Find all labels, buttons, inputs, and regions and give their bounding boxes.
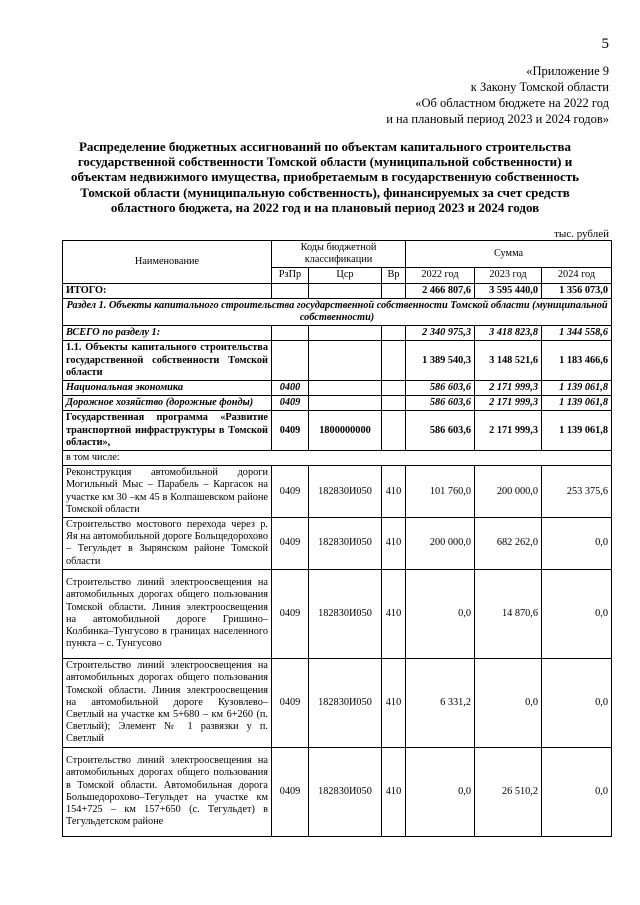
row-2023: 2 171 999,3 — [475, 396, 542, 411]
row-name: Строительство мостового перехода через р. Яя на автомобильной дороге Больщедорохово – Тегульдет в Зырянском районе Томской области — [63, 518, 272, 570]
annex-line: «Об областном бюджете на 2022 год — [415, 96, 609, 110]
row-rzpr: 0409 — [272, 747, 309, 836]
table-row — [63, 518, 612, 570]
table-row — [63, 381, 612, 396]
row-rzpr: 0400 — [272, 381, 309, 396]
row-2023: 2 171 999,3 — [475, 381, 542, 396]
row-rzpr: 0409 — [272, 466, 309, 518]
table-row — [63, 569, 612, 658]
total-label: ИТОГО: — [63, 283, 272, 298]
section-total-2022: 2 340 975,3 — [406, 326, 475, 341]
row-2024: 0,0 — [542, 658, 612, 747]
row-name: Реконструкция автомобильной дороги Могильный Мыс – Парабель – Каргасок на участке км 30 –км 45 в Колпашевском районе Томской области — [63, 466, 272, 518]
header-2022: 2022 год — [406, 268, 475, 283]
row-csr: 182830И050 — [309, 747, 382, 836]
row-2023: 26 510,2 — [475, 747, 542, 836]
row-vr — [382, 411, 406, 451]
row-2022: 200 000,0 — [406, 518, 475, 570]
header-codes: Коды бюджетной классификации — [272, 241, 406, 268]
table-row — [63, 451, 612, 466]
row-vr: 410 — [382, 747, 406, 836]
table-row — [63, 658, 612, 747]
row-name: 1.1. Объекты капитального строительства государственной собственности Томской области — [63, 341, 272, 381]
annex-line: «Приложение 9 — [526, 64, 609, 78]
row-name: Национальная экономика — [63, 381, 272, 396]
row-rzpr — [272, 341, 309, 381]
section-title: Раздел 1. Объекты капитального строительства государственной собственности Томской области (муниципальной собственности) — [63, 298, 612, 325]
row-2022: 0,0 — [406, 569, 475, 658]
section-total-label: ВСЕГО по разделу 1: — [63, 326, 272, 341]
row-vr: 410 — [382, 658, 406, 747]
row-name: Дорожное хозяйство (дорожные фонды) — [63, 396, 272, 411]
row-name: Строительство линий электроосвещения на автомобильных дорогах общего пользования в Томской области. Автомобильная дорога Большедорохово–Тегульдет на участке км 154+725 – км 157+650 (с. Тегульдет) в Тегульдетском районе — [63, 747, 272, 836]
row-2022: 1 389 540,3 — [406, 341, 475, 381]
row-csr: 182830И050 — [309, 518, 382, 570]
row-2023: 14 870,6 — [475, 569, 542, 658]
header-vr: Вр — [382, 268, 406, 283]
row-2022: 586 603,6 — [406, 411, 475, 451]
page-number: 5 — [601, 36, 609, 52]
row-2023: 2 171 999,3 — [475, 411, 542, 451]
row-2022: 586 603,6 — [406, 396, 475, 411]
section-total-2023: 3 418 823,8 — [475, 326, 542, 341]
row-2022: 0,0 — [406, 747, 475, 836]
row-label: в том числе: — [63, 451, 612, 466]
row-vr — [382, 381, 406, 396]
row-csr: 182830И050 — [309, 569, 382, 658]
row-vr: 410 — [382, 518, 406, 570]
total-row — [63, 283, 612, 298]
row-2024: 1 139 061,8 — [542, 411, 612, 451]
table-row — [63, 747, 612, 836]
table-row — [63, 411, 612, 451]
header-row — [63, 241, 612, 268]
row-2024: 1 139 061,8 — [542, 396, 612, 411]
row-vr — [382, 396, 406, 411]
row-vr: 410 — [382, 466, 406, 518]
row-rzpr: 0409 — [272, 518, 309, 570]
total-2022: 2 466 807,6 — [406, 283, 475, 298]
row-csr — [309, 396, 382, 411]
annex-header — [386, 63, 609, 127]
row-2023: 0,0 — [475, 658, 542, 747]
row-2023: 200 000,0 — [475, 466, 542, 518]
row-2024: 0,0 — [542, 569, 612, 658]
annex-line: и на плановый период 2023 и 2024 годов» — [386, 112, 609, 126]
row-rzpr: 0409 — [272, 396, 309, 411]
header-sum: Сумма — [406, 241, 612, 268]
total-2024: 1 356 073,0 — [542, 283, 612, 298]
row-name: Строительство линий электроосвещения на автомобильных дорогах общего пользования Томской области. Линия электроосвещения на автомобильной дороге Кузовлево–Светлый на участке км 5+680 – км 6+260 (п. Светлый); Элемент № 1 развязки у п. Светлый — [63, 658, 272, 747]
header-name: Наименование — [63, 241, 272, 284]
header-csr: Цср — [309, 268, 382, 283]
section-total-2024: 1 344 558,6 — [542, 326, 612, 341]
row-2024: 1 139 061,8 — [542, 381, 612, 396]
row-csr: 182830И050 — [309, 658, 382, 747]
row-2023: 682 262,0 — [475, 518, 542, 570]
row-vr: 410 — [382, 569, 406, 658]
row-rzpr: 0409 — [272, 569, 309, 658]
row-vr — [382, 341, 406, 381]
row-2022: 586 603,6 — [406, 381, 475, 396]
row-2022: 101 760,0 — [406, 466, 475, 518]
budget-table — [62, 240, 612, 837]
annex-line: к Закону Томской области — [470, 80, 609, 94]
section-total-row — [63, 326, 612, 341]
row-name: Государственная программа «Развитие транспортной инфраструктуры в Томской области», — [63, 411, 272, 451]
row-2024: 0,0 — [542, 747, 612, 836]
row-csr: 1800000000 — [309, 411, 382, 451]
row-csr — [309, 341, 382, 381]
total-2023: 3 595 440,0 — [475, 283, 542, 298]
row-2024: 0,0 — [542, 518, 612, 570]
row-rzpr: 0409 — [272, 411, 309, 451]
header-rzpr: РзПр — [272, 268, 309, 283]
row-2024: 253 375,6 — [542, 466, 612, 518]
document-title: Распределение бюджетных ассигнований по объектам капитального строительства государственной собственности Томской области (муниципальной собственности) и объектам недвижимого имущества, приобретаемым в государственную собственность Томской области (муниципальную собственность), финансируемых за счет средств областного бюджета, на 2022 год и на плановый период 2023 и 2024 годов — [70, 139, 580, 215]
units-label: тыс. рублей — [554, 228, 609, 240]
table-row — [63, 466, 612, 518]
row-2024: 1 183 466,6 — [542, 341, 612, 381]
header-2024: 2024 год — [542, 268, 612, 283]
row-2023: 3 148 521,6 — [475, 341, 542, 381]
header-2023: 2023 год — [475, 268, 542, 283]
row-2022: 6 331,2 — [406, 658, 475, 747]
row-rzpr: 0409 — [272, 658, 309, 747]
row-csr: 182830И050 — [309, 466, 382, 518]
table-row — [63, 341, 612, 381]
section-row — [63, 298, 612, 325]
row-name: Строительство линий электроосвещения на автомобильных дорогах общего пользования Томской области. Линия электроосвещения на автомобильной дороге Гришино–Колбинка–Тунгусово в границах населенного пункта – с. Тунгусово — [63, 569, 272, 658]
row-csr — [309, 381, 382, 396]
table-row — [63, 396, 612, 411]
